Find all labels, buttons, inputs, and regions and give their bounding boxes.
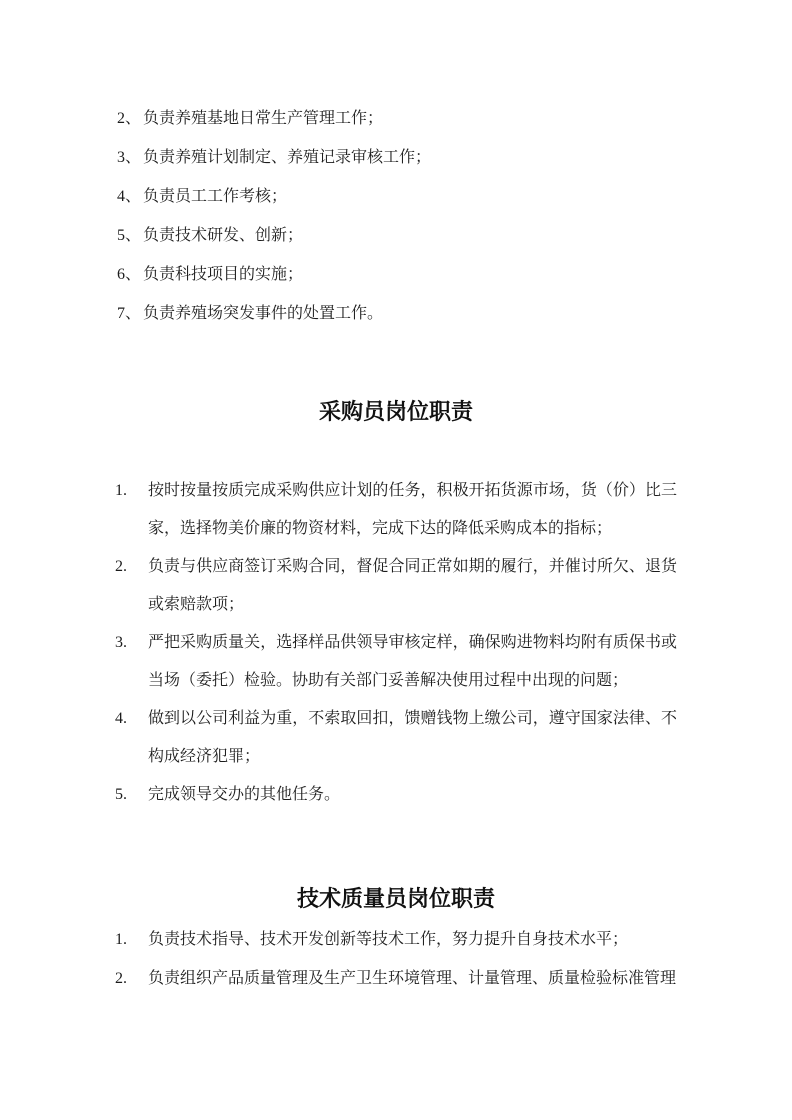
- list-item-text: 完成领导交办的其他任务。: [148, 786, 341, 803]
- list-item: [115, 216, 677, 255]
- list-item: [115, 920, 677, 959]
- section-heading-purchaser: 采购员岗位职责: [318, 399, 473, 424]
- list-item-marker: 3.: [115, 634, 127, 651]
- list-item: [115, 776, 677, 814]
- list-item-text: 按时按量按质完成采购供应计划的任务，积极开拓货源市场，货（价）比三家，选择物美价廉的物资材料，完成下达的降低采购成本的指标；: [148, 482, 677, 537]
- duties-list-top: [115, 99, 677, 333]
- list-item: [115, 700, 677, 776]
- list-item-marker: 1.: [115, 931, 127, 948]
- list-item-marker: 6、: [117, 266, 142, 283]
- list-item: [115, 177, 677, 216]
- list-item-marker: 4、: [117, 188, 142, 205]
- list-item-marker: 2、: [117, 110, 142, 127]
- list-item-text: 负责员工工作考核；: [143, 188, 288, 205]
- list-item-marker: 2.: [115, 558, 127, 575]
- list-item: [115, 548, 677, 624]
- list-item-text: 负责技术指导、技术开发创新等技术工作，努力提升自身技术水平；: [148, 931, 629, 948]
- list-item-marker: 7、: [117, 305, 142, 322]
- list-item-text: 负责科技项目的实施；: [143, 266, 304, 283]
- list-item-text: 负责养殖计划制定、养殖记录审核工作；: [143, 149, 432, 166]
- list-item: [115, 99, 677, 138]
- list-item-marker: 1.: [115, 482, 127, 499]
- list-item-marker: 4.: [115, 710, 127, 727]
- section-heading-tech-quality: 技术质量员岗位职责: [296, 886, 495, 911]
- list-item-marker: 5、: [117, 227, 142, 244]
- list-item-marker: 3、: [117, 149, 142, 166]
- list-item-marker: 5.: [115, 786, 127, 803]
- list-item-text: 负责与供应商签订采购合同，督促合同正常如期的履行，并催讨所欠、退货或索赔款项；: [148, 558, 677, 613]
- duties-list-purchaser: [115, 472, 677, 814]
- list-item: [115, 138, 677, 177]
- list-item: [115, 959, 677, 998]
- list-item-text: 严把采购质量关，选择样品供领导审核定样，确保购进物料均附有质保书或当场（委托）检验。协助有关部门妥善解决使用过程中出现的问题；: [148, 634, 677, 689]
- duties-list-tech-quality: [115, 920, 677, 998]
- list-item-text: 负责养殖基地日常生产管理工作；: [143, 110, 384, 127]
- list-item: [115, 255, 677, 294]
- list-item: [115, 294, 677, 333]
- list-item-text: 负责技术研发、创新；: [143, 227, 304, 244]
- list-item: [115, 472, 677, 548]
- list-item-marker: 2.: [115, 970, 127, 987]
- list-item-text: 负责组织产品质量管理及生产卫生环境管理、计量管理、质量检验标准管理: [148, 970, 677, 987]
- list-item-text: 负责养殖场突发事件的处置工作。: [143, 305, 384, 322]
- list-item-text: 做到以公司利益为重，不索取回扣，馈赠钱物上缴公司，遵守国家法律、不构成经济犯罪；: [148, 710, 677, 765]
- list-item: [115, 624, 677, 700]
